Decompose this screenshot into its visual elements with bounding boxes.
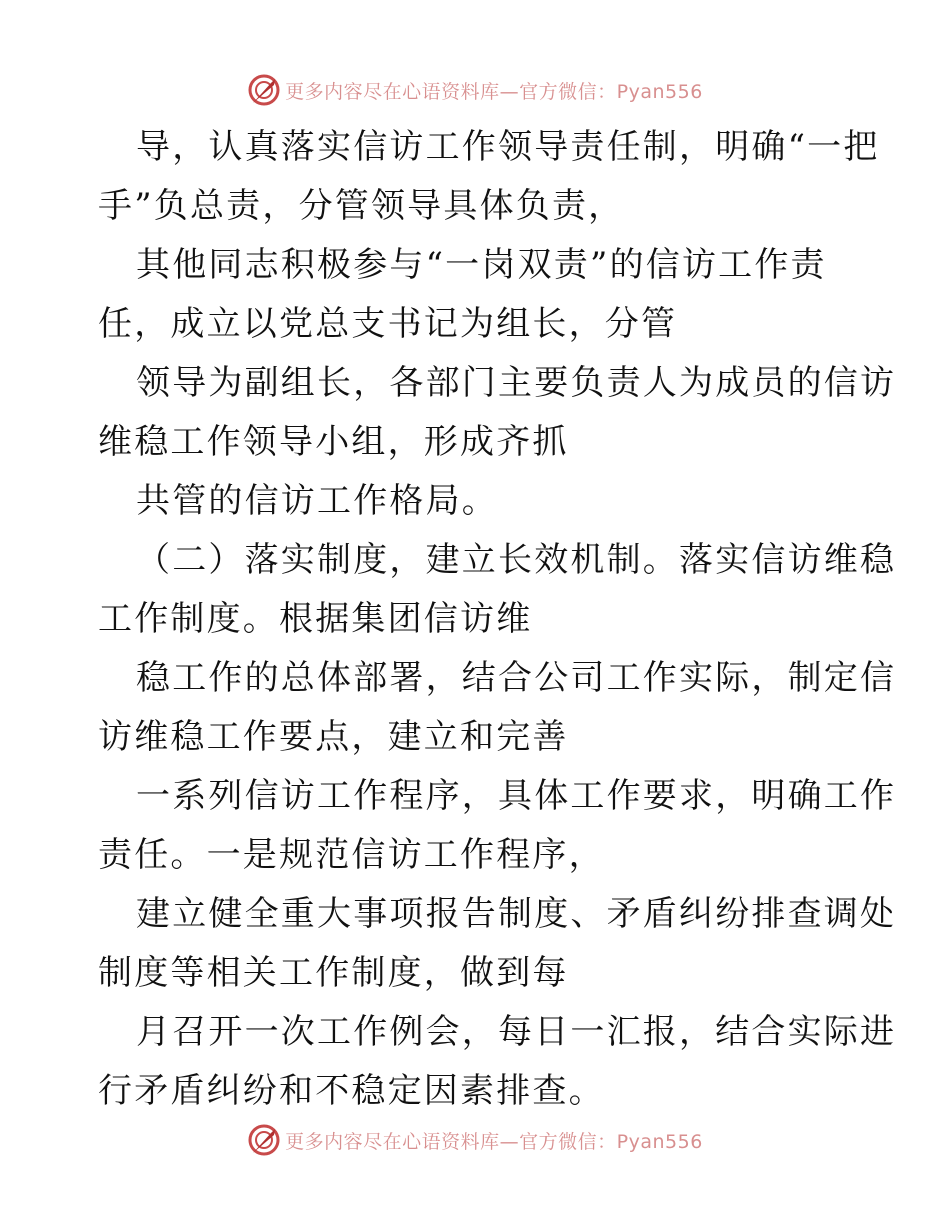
paragraph-line: 稳工作的总体部署，结合公司工作实际，制定信 — [136, 658, 897, 698]
paragraph-line: 导，认真落实信访工作领导责任制，明确“一把 — [136, 127, 880, 167]
paragraph-line: 手”负总责，分管领导具体负责， — [98, 186, 625, 226]
paragraph-line: 任，成立以党总支书记为组长，分管 — [98, 304, 678, 344]
paragraph-line: 维稳工作领导小组，形成齐抓 — [98, 422, 569, 462]
pen-logo-icon — [247, 73, 281, 107]
paragraph-line: 访维稳工作要点，建立和完善 — [98, 717, 569, 757]
paragraph-line: 月召开一次工作例会，每日一汇报，结合实际进 — [136, 1012, 897, 1052]
paragraph-line: （二）落实制度，建立长效机制。落实信访维稳 — [136, 540, 897, 580]
paragraph-line: 责任。一是规范信访工作程序， — [98, 835, 605, 875]
paragraph-line: 领导为副组长，各部门主要负责人为成员的信访 — [136, 363, 897, 403]
watermark-banner-top — [0, 70, 950, 110]
paragraph-line: 其他同志积极参与“一岗双责”的信访工作责 — [136, 245, 827, 285]
paragraph-line: 一系列信访工作程序，具体工作要求，明确工作 — [136, 776, 897, 816]
pen-logo-icon — [247, 1123, 281, 1157]
watermark-banner-bottom — [0, 1120, 950, 1160]
paragraph-line: 建立健全重大事项报告制度、矛盾纠纷排查调处 — [136, 894, 897, 934]
watermark-text: 更多内容尽在心语资料库—官方微信：Pyan556 — [285, 1130, 703, 1153]
paragraph-line: 工作制度。根据集团信访维 — [98, 599, 533, 639]
paragraph-line: 制度等相关工作制度，做到每 — [98, 953, 569, 993]
paragraph-line: 行矛盾纠纷和不稳定因素排查。 — [98, 1071, 605, 1111]
document-body — [98, 118, 897, 1121]
paragraph-line: 共管的信访工作格局。 — [136, 481, 498, 521]
watermark-text: 更多内容尽在心语资料库—官方微信：Pyan556 — [285, 80, 703, 103]
